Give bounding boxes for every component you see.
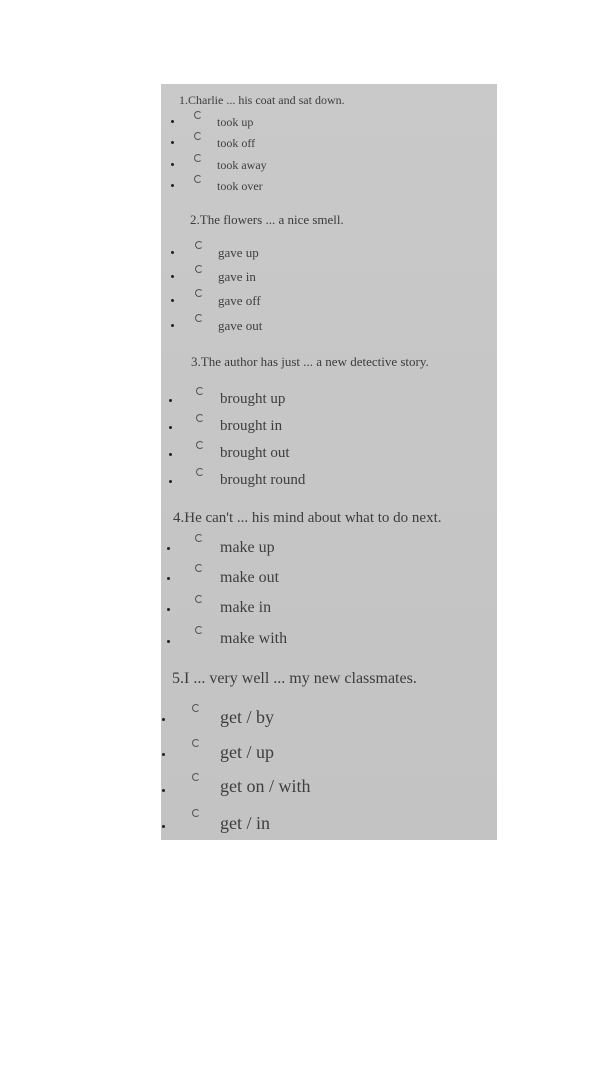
- bullet: [171, 275, 174, 278]
- question-1-option-3: took away: [217, 158, 267, 172]
- bullet: [169, 480, 172, 483]
- radio-button[interactable]: [196, 387, 204, 395]
- radio-button[interactable]: [192, 739, 200, 747]
- question-4-option-3: make in: [220, 599, 272, 616]
- question-4-option-2: make out: [220, 569, 280, 586]
- bullet: [171, 120, 174, 123]
- bullet: [169, 426, 172, 429]
- question-2-option-1: gave up: [218, 245, 259, 260]
- question-2-option-4: gave out: [218, 318, 263, 333]
- question-4-option-1: make up: [220, 539, 275, 556]
- radio-button[interactable]: [195, 314, 203, 322]
- question-3-option-3: brought out: [220, 445, 290, 461]
- bullet: [162, 789, 165, 792]
- radio-button[interactable]: [195, 564, 203, 572]
- bullet: [171, 299, 174, 302]
- radio-button[interactable]: [196, 468, 204, 476]
- question-3-text: 3.The author has just ... a new detective story.: [191, 354, 429, 369]
- radio-button[interactable]: [195, 289, 203, 297]
- radio-button[interactable]: [194, 154, 202, 162]
- bullet: [167, 608, 170, 611]
- question-1-option-4: took over: [217, 179, 263, 193]
- bullet: [169, 399, 172, 402]
- question-1-option-1: took up: [217, 115, 254, 129]
- question-4-text: 4.He can't ... his mind about what to do next.: [173, 510, 442, 526]
- radio-button[interactable]: [194, 175, 202, 183]
- radio-button[interactable]: [192, 809, 200, 817]
- bullet: [167, 547, 170, 550]
- bullet: [167, 640, 170, 643]
- radio-button[interactable]: [195, 241, 203, 249]
- question-2-option-2: gave in: [218, 269, 256, 284]
- question-3-option-4: brought round: [220, 472, 306, 488]
- radio-button[interactable]: [195, 534, 203, 542]
- radio-button[interactable]: [192, 773, 200, 781]
- radio-button[interactable]: [195, 265, 203, 273]
- bullet: [167, 577, 170, 580]
- radio-button[interactable]: [195, 595, 203, 603]
- question-3-option-2: brought in: [220, 418, 283, 434]
- radio-button[interactable]: [195, 626, 203, 634]
- radio-button[interactable]: [194, 132, 202, 140]
- bullet: [162, 718, 165, 721]
- radio-button[interactable]: [194, 111, 202, 119]
- radio-button[interactable]: [196, 414, 204, 422]
- question-2-option-3: gave off: [218, 293, 261, 308]
- bullet: [171, 251, 174, 254]
- question-5-option-2: get / up: [220, 742, 274, 762]
- question-1-text: 1.Charlie ... his coat and sat down.: [179, 93, 345, 107]
- question-5-option-1: get / by: [220, 707, 274, 727]
- bullet: [162, 825, 165, 828]
- bullet: [171, 324, 174, 327]
- question-5-option-4: get / in: [220, 813, 270, 833]
- quiz-photo: [161, 84, 497, 840]
- bullet: [171, 184, 174, 187]
- radio-button[interactable]: [196, 441, 204, 449]
- bullet: [162, 753, 165, 756]
- question-4-option-4: make with: [220, 630, 288, 647]
- question-1-option-2: took off: [217, 136, 256, 150]
- question-3-option-1: brought up: [220, 391, 286, 407]
- bullet: [169, 453, 172, 456]
- question-5-text: 5.I ... very well ... my new classmates.: [172, 670, 417, 687]
- bullet: [171, 163, 174, 166]
- radio-button[interactable]: [192, 704, 200, 712]
- question-5-option-3: get on / with: [220, 776, 311, 796]
- bullet: [171, 141, 174, 144]
- question-2-text: 2.The flowers ... a nice smell.: [190, 212, 344, 227]
